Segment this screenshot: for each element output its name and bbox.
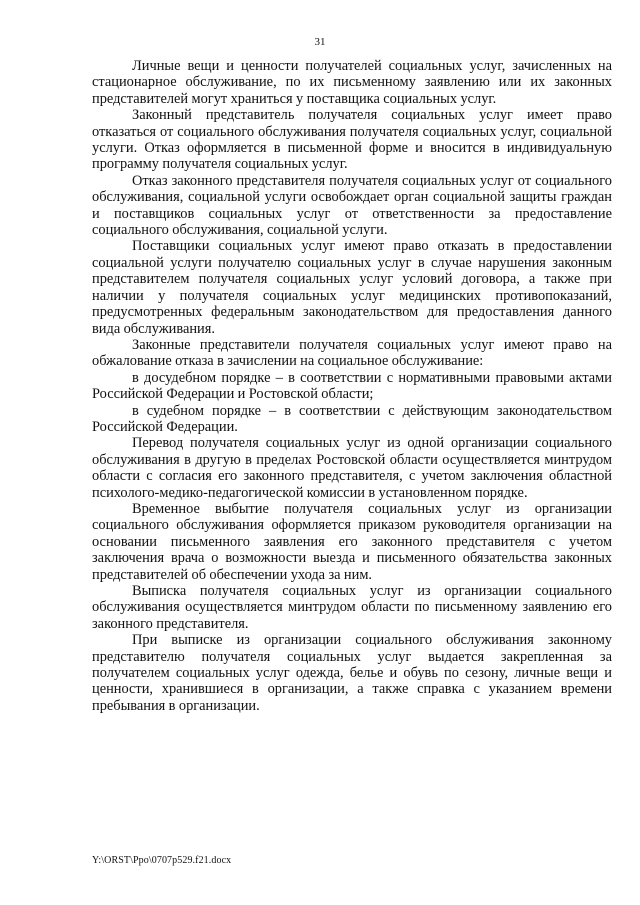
paragraph-pretrial-appeal: в досудебном порядке – в соответствии с нормативными правовыми актами Российской Федерации и Ростовской области; — [92, 369, 612, 403]
paragraph-discharge: Выписка получателя социальных услуг из организации социального обслуживания осуществляется минтрудом области по письменному заявлению его законного представителя. — [92, 583, 612, 632]
paragraph-right-to-refuse: Законный представитель получателя социальных услуг имеет право отказаться от социального обслуживания получателя социальных услуг, социальной услуги. Отказ оформляется в письменной форме и вносится в индивидуальную программу получателя социальных услуг. — [92, 107, 612, 173]
paragraph-provider-refusal: Поставщики социальных услуг имеют право отказать в предоставлении социальной услуги получателю социальных услуг в случае нарушения законным представителем получателя социальных услуг условий договора, а также при наличии у получателя социальных услуг медицинских противопоказаний, предусмотренных федеральным законодательством для предоставления данного вида обслуживания. — [92, 238, 612, 337]
paragraph-transfer: Перевод получателя социальных услуг из одной организации социального обслуживания в другую в пределах Ростовской области осуществляется минтрудом области с согласия его законного представителя, с учетом заключения областной психолого-медико-педагогической комиссии в установленном порядке. — [92, 435, 612, 501]
paragraph-temporary-leave: Временное выбытие получателя социальных услуг из организации социального обслуживания оформляется приказом руководителя организации на основании письменного заявления его законного представителя с учетом заключения врача о возможности выезда и письменного обязательства законных представителей об обеспечении ухода за ним. — [92, 500, 612, 583]
paragraph-judicial-appeal: в судебном порядке – в соответствии с действующим законодательством Российской Федерации. — [92, 402, 612, 435]
paragraph-appeal-right: Законные представители получателя социальных услуг имеют право на обжалование отказа в зачислении на социальное обслуживание: — [92, 336, 612, 370]
document-body — [92, 58, 612, 714]
page-number: 31 — [314, 36, 326, 48]
paragraph-refusal-liability: Отказ законного представителя получателя социальных услуг от социального обслуживания, социальной услуги освобождает орган социальной защиты граждан и поставщиков социальных услуг от ответственности за предоставление социального обслуживания, социальной услуги. — [92, 172, 612, 239]
paragraph-discharge-items: При выписке из организации социального обслуживания законному представителю получателя социальных услуг выдается закрепленная за получателем социальных услуг одежда, белье и обувь по сезону, личные вещи и ценности, хранившиеся в организации, а также справка с указанием времени пребывания в организации. — [92, 632, 612, 714]
paragraph-personal-belongings: Личные вещи и ценности получателей социальных услуг, зачисленных на стационарное обслуживание, по их письменному заявлению или их законных представителей могут храниться у поставщика социальных услуг. — [92, 58, 612, 107]
file-path-footer: Y:\ORST\Ppo\0707p529.f21.docx — [92, 855, 232, 866]
